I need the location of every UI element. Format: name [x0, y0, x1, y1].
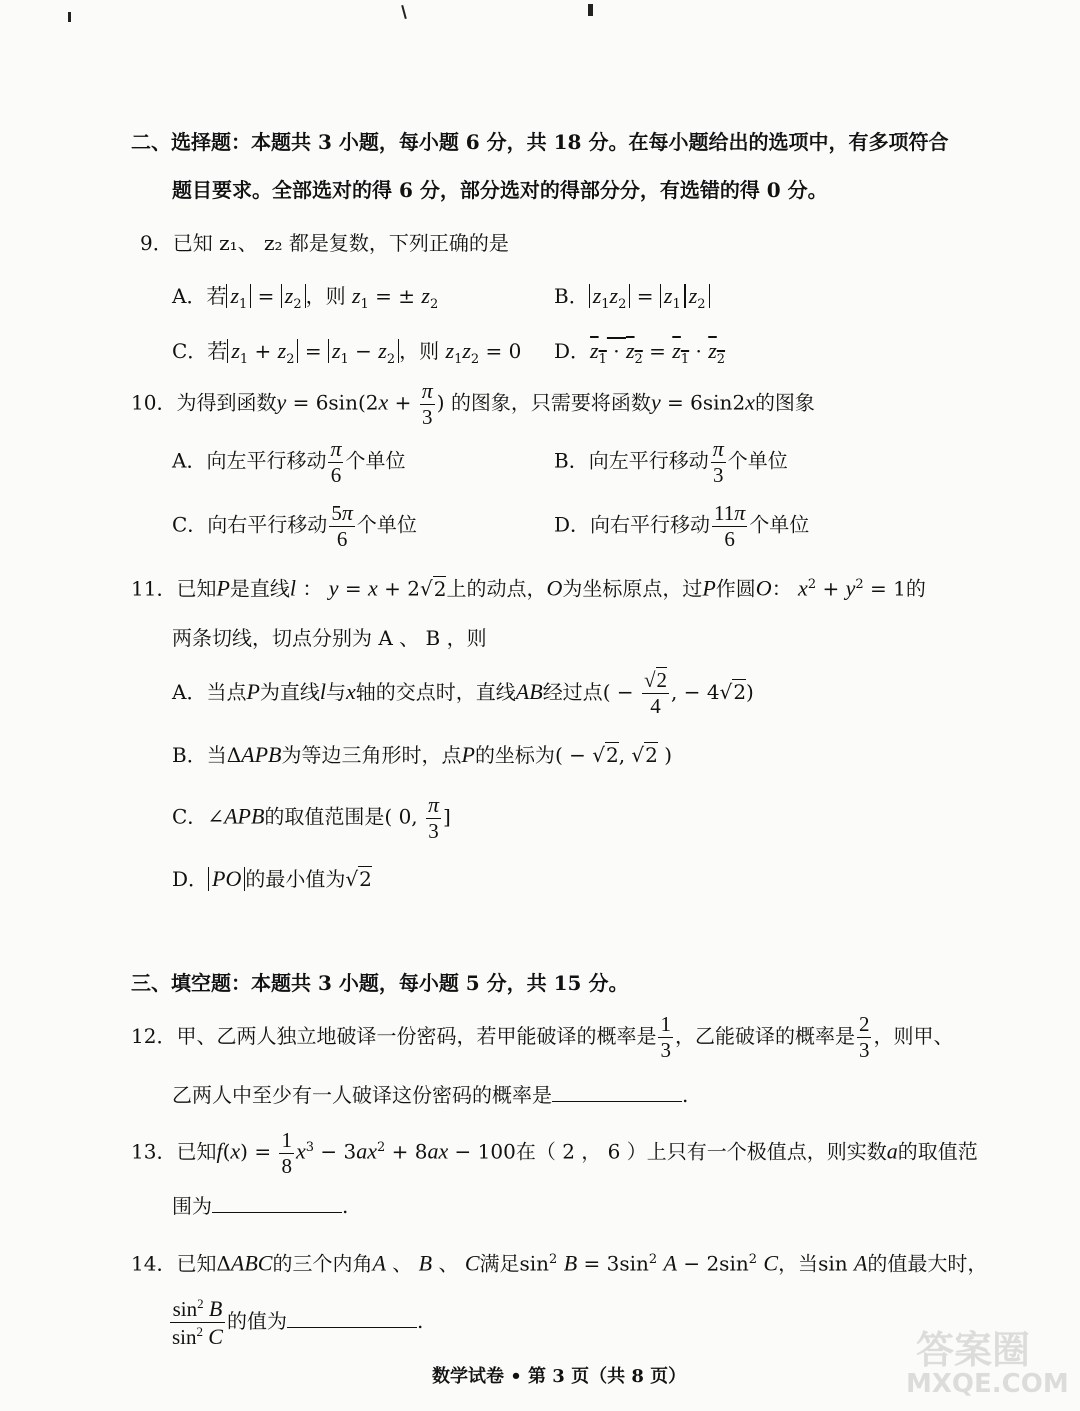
option-text: B．向左平行移动: [554, 448, 709, 473]
question-number: 9．: [140, 231, 173, 255]
answer-blank[interactable]: [552, 1081, 682, 1102]
option-text: A．向左平行移动: [172, 448, 327, 473]
question-10-option-c: C．向右平行移动 $\frac{5\pi}{6}$ 个单位: [172, 500, 417, 551]
watermark-url: MXQE.COM: [906, 1369, 1069, 1399]
question-text: 满足: [479, 1251, 520, 1276]
option-unit: 个单位: [345, 448, 406, 473]
question-10-option-d: D．向右平行移动 $\frac{11\pi}{6}$ 个单位: [554, 500, 810, 551]
answer-blank[interactable]: [212, 1192, 342, 1213]
option-text: B．当: [172, 743, 227, 767]
scan-mark: [401, 5, 407, 19]
question-text: 作圆: [715, 576, 756, 601]
question-13-line-1: 13．已知f(x) = $\frac{1}{8}$ $x^3 - 3ax^2 + 8ax - 100$在（ 2 ， 6 ）上只有一个极值点，则实数a的取值范: [131, 1127, 978, 1178]
question-text: 的取值范: [897, 1139, 978, 1164]
option-text: 与: [326, 680, 347, 704]
question-text: 是直线: [229, 576, 290, 601]
question-text: 的: [905, 576, 926, 601]
question-text: 已知: [176, 576, 217, 601]
question-9-option-a: A．若 $z_1 = z_2$ ，则 $z_1$ = ± $z_2$: [172, 283, 439, 312]
option-text: C．: [172, 804, 208, 829]
question-text: 在（ 2 ， 6 ）上只有一个极值点，则实数: [515, 1139, 887, 1164]
question-text: 已知: [176, 1139, 217, 1164]
option-unit: 个单位: [356, 512, 417, 537]
question-13-line-2: 围为 .: [172, 1194, 349, 1218]
question-14-line-1: 14．已知ΔABC的三个内角A 、 B 、 C满足$\sin^2 B = 3\sin^2$ $A - 2\sin^2$ C，当sin A的值最大时，: [131, 1250, 988, 1276]
question-number: 11．: [131, 576, 177, 601]
option-text: 经过点: [542, 680, 603, 704]
option-text: 轴的交点时，直线: [355, 680, 516, 704]
question-12-line-1: 12．甲、乙两人独立地破译一份密码，若甲能破译的概率是 $\frac{1}{3}$ ，乙能破译的概率是 $\frac{2}{3}$ ，则甲、: [131, 1012, 954, 1062]
option-text: ，则: [305, 284, 346, 308]
scan-mark: [588, 4, 593, 16]
question-11-stem-cont: 两条切线，切点分别为 A 、 B ，则: [172, 626, 487, 650]
question-text: 上的动点，: [446, 576, 547, 601]
option-label: B．: [554, 284, 589, 308]
question-text: 围为: [172, 1194, 212, 1218]
question-text: 的值最大时，: [867, 1251, 988, 1276]
option-text: ，则: [399, 339, 440, 363]
page-footer: 数学试卷 • 第 3 页（共 8 页）: [432, 1366, 687, 1387]
question-text: 的图象，只需要将函数: [450, 390, 651, 415]
question-text: 的三个内角: [272, 1251, 373, 1276]
option-text: 的最小值为: [245, 867, 346, 891]
question-text: 甲、乙两人独立地破译一份密码，若甲能破译的概率是: [176, 1024, 657, 1048]
option-text: D．: [172, 867, 209, 891]
question-11-option-b: B．当ΔAPB为等边三角形时，点P的坐标为( − √2, √2 ): [172, 742, 673, 767]
question-number: 14．: [131, 1251, 177, 1276]
question-12-line-2: 乙两人中至少有一人破译这份密码的概率是 .: [172, 1083, 689, 1107]
option-text: 的取值范围是: [264, 804, 385, 829]
question-10-stem: 10．为得到函数y = 6sin(2x + $\frac{\pi}{3}$ ) 的图象，只需要将函数y = 6sin2x的图象: [131, 378, 815, 429]
option-text: D．向右平行移动: [554, 512, 711, 537]
question-9-option-c: C．若 $z_1 + z_2 = z_1 - z_2$ ，则 $z_1z_2 = 0$: [172, 338, 522, 367]
question-number: 13．: [131, 1139, 177, 1164]
question-11-option-c: C．∠APB的取值范围是( 0, $\frac{\pi}{3}$ ]: [172, 792, 451, 843]
option-text: 为等边三角形时，点: [281, 743, 462, 767]
question-text: ，则甲、: [873, 1024, 954, 1048]
answer-blank[interactable]: [287, 1307, 417, 1328]
option-label: C．若: [172, 339, 228, 363]
question-text: 的图象: [754, 390, 815, 415]
question-11-option-d: D． PO 的最小值为√2: [172, 866, 372, 891]
option-unit: 个单位: [749, 512, 810, 537]
question-11-stem: 11．已知P是直线l ： y = x + 2√2上的动点，O为坐标原点，过P作圆O： $x^2 + y^2 = 1$的: [131, 575, 926, 601]
question-text: 已知 z₁、 z₂ 都是复数，下列正确的是: [172, 231, 509, 255]
question-10-option-a: A．向左平行移动 $\frac{\pi}{6}$ 个单位: [172, 436, 406, 487]
option-unit: 个单位: [727, 448, 788, 473]
question-text: ，乙能破译的概率是: [674, 1024, 855, 1048]
question-number: 12．: [131, 1024, 177, 1048]
question-10-option-b: B．向左平行移动 $\frac{\pi}{3}$ 个单位: [554, 436, 788, 487]
option-text: 为直线: [259, 680, 320, 704]
question-text: 为坐标原点，过: [562, 576, 703, 601]
option-text: A．当点: [172, 680, 247, 704]
watermark-text: 答案圈: [916, 1328, 1031, 1372]
option-text: C．向右平行移动: [172, 512, 328, 537]
question-9-option-d: D．$z_1 \cdot z_2 = z_1 \cdot z_2$: [554, 338, 726, 367]
question-11-option-a: A．当点P为直线l与x轴的交点时，直线AB经过点( − $\frac{√2}{4}$ , − 4√2): [172, 668, 754, 718]
question-9-stem: [140, 229, 509, 257]
section-3-heading: 三、填空题：本题共 3 小题，每小题 5 分，共 15 分。: [131, 971, 629, 995]
question-text: 已知: [176, 1251, 217, 1276]
watermark-logo: [896, 1317, 1069, 1403]
option-label: D．: [554, 339, 591, 363]
question-text: 乙两人中至少有一人破译这份密码的概率是: [172, 1083, 552, 1107]
option-label: A．若: [172, 284, 227, 308]
question-9-option-b: B． $z_1z_2 = z_1$ $z_2$: [554, 282, 710, 319]
question-text: 为得到函数: [176, 390, 277, 415]
question-text: 的值为: [226, 1309, 287, 1333]
section-2-heading-cont: 题目要求。全部选对的得 6 分，部分选对的得部分分，有选错的得 0 分。: [172, 178, 828, 202]
question-14-line-2: $\frac{\sin^2 B}{\sin^2 C}$ 的值为 .: [172, 1296, 424, 1349]
question-text: ，当: [778, 1251, 819, 1276]
scan-mark: [68, 12, 71, 22]
question-number: 10．: [131, 390, 177, 415]
option-text: 的坐标为: [474, 743, 555, 767]
section-2-heading: 二、选择题：本题共 3 小题，每小题 6 分，共 18 分。在每小题给出的选项中，有多项符合: [131, 130, 949, 154]
